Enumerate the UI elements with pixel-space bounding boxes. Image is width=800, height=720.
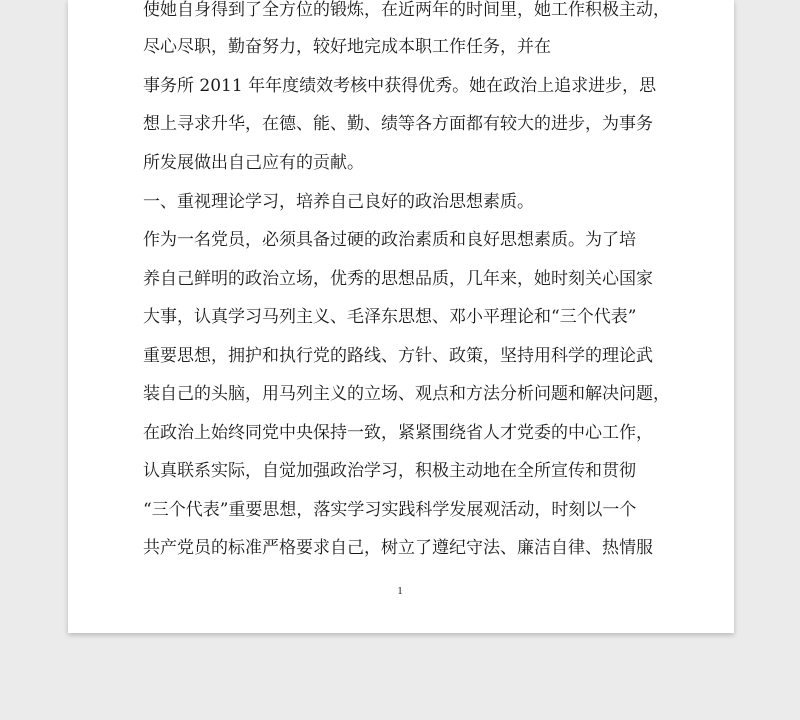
text-line: 在政治上始终同党中央保持一致，紧紧围绕省人才党委的中心工作， bbox=[143, 423, 653, 443]
section-heading: 一、重视理论学习，培养自己良好的政治思想素质。 bbox=[143, 192, 534, 212]
text-line: “三个代表”重要思想，落实学习实践科学发展观活动，时刻以一个 bbox=[143, 500, 637, 520]
text-line: 装自己的头脑，用马列主义的立场、观点和方法分析问题和解决问题， bbox=[143, 384, 670, 404]
text-line: 大事，认真学习马列主义、毛泽东思想、邓小平理论和“三个代表” bbox=[143, 307, 637, 327]
text-line: 认真联系实际，自觉加强政治学习，积极主动地在全所宣传和贯彻 bbox=[143, 461, 636, 481]
text-line: 使她自身得到了全方位的锻炼，在近两年的时间里，她工作积极主动， bbox=[143, 0, 670, 20]
text-line: 重要思想，拥护和执行党的路线、方针、政策，坚持用科学的理论武 bbox=[143, 346, 653, 366]
text-line: 想上寻求升华，在德、能、勤、绩等各方面都有较大的进步，为事务 bbox=[143, 114, 653, 134]
text-line: 尽心尽职，勤奋努力，较好地完成本职工作任务，并在 bbox=[143, 37, 551, 57]
text-line: 养自己鲜明的政治立场，优秀的思想品质，几年来，她时刻关心国家 bbox=[143, 269, 653, 289]
text-line: 作为一名党员，必须具备过硬的政治素质和良好思想素质。为了培 bbox=[143, 230, 636, 250]
text-line: 所发展做出自己应有的贡献。 bbox=[143, 153, 364, 173]
text-line: 事务所 2011 年年度绩效考核中获得优秀。她在政治上追求进步，思 bbox=[143, 76, 657, 96]
page-number: 1 bbox=[397, 585, 403, 597]
text-line: 共产党员的标准严格要求自己，树立了遵纪守法、廉洁自律、热情服 bbox=[143, 538, 653, 558]
